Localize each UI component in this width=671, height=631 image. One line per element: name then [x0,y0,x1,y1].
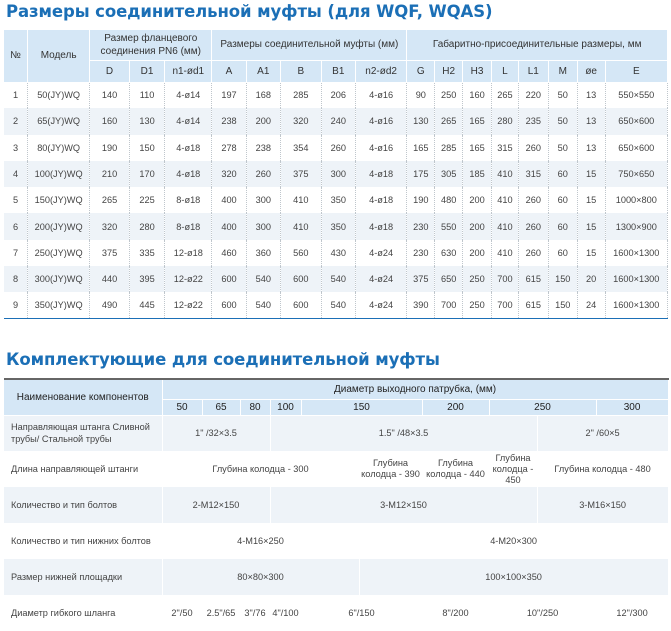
table-row [4,135,668,161]
subheader-cell: G [407,60,435,82]
model-name: 150(JY)WQ [28,187,90,213]
cell-value: 280 [492,108,519,134]
cell-value: 700 [492,292,519,318]
cell-value: 235 [518,108,548,134]
section-title-dimensions: Размеры соединительной муфты (для WQF, WQAS) [6,2,493,21]
cell-value: 305 [435,161,463,187]
subheader-cell: D1 [129,60,164,82]
cell-value: 4-ø16 [355,135,406,161]
cell-value: 630 [435,240,463,266]
header-component-name: Наименование компонентов [4,379,162,415]
cell-value: 315 [492,135,519,161]
component-name: Диаметр гибкого шланга [4,595,162,631]
dimensions-table [4,30,668,319]
cell-value: 3"/76 [240,595,270,631]
cell-value: 130 [129,108,164,134]
cell-value: 15 [577,161,605,187]
cell-value: 265 [90,187,130,213]
cell-value: Глубина колодца - 300 [162,451,359,487]
row-number: 4 [4,161,28,187]
model-name: 300(JY)WQ [28,266,90,292]
cell-value: 260 [518,135,548,161]
cell-value: 410 [280,213,321,239]
cell-value: 6"/150 [301,595,422,631]
cell-value: 250 [463,292,492,318]
cell-value: 4-ø18 [165,135,212,161]
cell-value: 265 [435,108,463,134]
model-name: 200(JY)WQ [28,213,90,239]
header-num: № [4,30,28,82]
cell-value: 225 [129,187,164,213]
subheader-cell: L [492,60,519,82]
subheader-cell: E [605,60,667,82]
cell-value: 315 [518,161,548,187]
cell-value: 320 [212,161,246,187]
cell-value: 10"/250 [489,595,596,631]
cell-value: 8"/200 [422,595,489,631]
diameter-100: 100 [270,399,301,415]
cell-value: 395 [129,266,164,292]
cell-value: 60 [548,213,577,239]
cell-value: 130 [407,108,435,134]
cell-value: 3-M12×150 [270,487,537,523]
cell-value: 480 [435,187,463,213]
cell-value: 238 [212,108,246,134]
cell-value: 750×650 [605,161,667,187]
cell-value: 390 [407,292,435,318]
cell-value: 4-ø24 [355,266,406,292]
subheader-cell: A1 [246,60,280,82]
cell-value: 260 [518,213,548,239]
cell-value: 4-ø24 [355,240,406,266]
component-name: Количество и тип нижних болтов [4,523,162,559]
cell-value: 375 [280,161,321,187]
cell-value: 60 [548,187,577,213]
accessories-table [4,378,669,631]
cell-value: 150 [129,135,164,161]
subheader-cell: D [90,60,130,82]
cell-value: 4-ø18 [355,161,406,187]
cell-value: 260 [321,135,355,161]
cell-value: 1600×1300 [605,292,667,318]
cell-value: 4-M16×250 [162,523,359,559]
cell-value: 350 [321,213,355,239]
cell-value: 2-M12×150 [162,487,270,523]
cell-value: 320 [90,213,130,239]
cell-value: 4-ø18 [355,213,406,239]
cell-value: 335 [129,240,164,266]
cell-value: 410 [492,161,519,187]
cell-value: Глубина колодца - 450 [489,451,537,487]
cell-value: 550×550 [605,82,667,108]
cell-value: 350 [321,187,355,213]
cell-value: 600 [212,266,246,292]
row-number: 2 [4,108,28,134]
model-name: 250(JY)WQ [28,240,90,266]
cell-value: 2.5"/65 [202,595,240,631]
cell-value: 4"/100 [270,595,301,631]
row-hose [4,595,668,631]
cell-value: 540 [246,266,280,292]
cell-value: 360 [246,240,280,266]
cell-value: 260 [246,161,280,187]
cell-value: 200 [246,108,280,134]
cell-value: 210 [90,161,130,187]
row-number: 1 [4,82,28,108]
subheader-cell: A [212,60,246,82]
cell-value: 230 [407,213,435,239]
cell-value: 410 [280,187,321,213]
cell-value: 375 [407,266,435,292]
cell-value: 540 [246,292,280,318]
component-name: Размер нижней площадки [4,559,162,595]
header-coupling: Размеры соединительной муфты (мм) [212,30,407,60]
cell-value: 175 [407,161,435,187]
subheader-cell: L1 [518,60,548,82]
cell-value: 265 [492,82,519,108]
cell-value: 12-ø22 [165,266,212,292]
subheader-cell: H3 [463,60,492,82]
cell-value: 250 [463,266,492,292]
cell-value: 300 [246,187,280,213]
row-number: 3 [4,135,28,161]
model-name: 80(JY)WQ [28,135,90,161]
cell-value: 238 [246,135,280,161]
row-number: 8 [4,266,28,292]
cell-value: 4-ø16 [355,108,406,134]
cell-value: 540 [321,292,355,318]
cell-value: 260 [518,240,548,266]
row-guide-rod [4,415,668,451]
row-platform [4,559,668,595]
cell-value: 650×600 [605,135,667,161]
cell-value: 600 [280,292,321,318]
cell-value: 600 [280,266,321,292]
cell-value: 110 [129,82,164,108]
cell-value: 140 [90,82,130,108]
cell-value: 12-ø18 [165,240,212,266]
component-name: Количество и тип болтов [4,487,162,523]
cell-value: 206 [321,82,355,108]
subheader-cell: B1 [321,60,355,82]
diameter-200: 200 [422,399,489,415]
cell-value: 190 [407,187,435,213]
cell-value: 400 [212,187,246,213]
table-row [4,266,668,292]
table-row [4,82,668,108]
cell-value: 1" /32×3.5 [162,415,270,451]
cell-value: 160 [463,82,492,108]
diameter-150: 150 [301,399,422,415]
cell-value: 240 [321,108,355,134]
row-bolts [4,487,668,523]
cell-value: 700 [435,292,463,318]
subheader-cell: øe [577,60,605,82]
table-row [4,187,668,213]
cell-value: 3-M16×150 [537,487,668,523]
subheader-cell: B [280,60,321,82]
cell-value: 170 [129,161,164,187]
cell-value: 13 [577,135,605,161]
cell-value: 300 [321,161,355,187]
cell-value: 285 [435,135,463,161]
cell-value: 615 [518,266,548,292]
row-number: 6 [4,213,28,239]
cell-value: 150 [548,266,577,292]
cell-value: 12-ø22 [165,292,212,318]
model-name: 50(JY)WQ [28,82,90,108]
diameter-65: 65 [202,399,240,415]
cell-value: 1000×800 [605,187,667,213]
subheader-cell: n1-ød1 [165,60,212,82]
cell-value: 460 [212,240,246,266]
cell-value: 168 [246,82,280,108]
cell-value: 185 [463,161,492,187]
cell-value: 197 [212,82,246,108]
model-name: 65(JY)WQ [28,108,90,134]
component-name: Длина направляющей штанги [4,451,162,487]
cell-value: 4-M20×300 [359,523,668,559]
cell-value: 250 [435,82,463,108]
subheader-cell: H2 [435,60,463,82]
cell-value: 1600×1300 [605,240,667,266]
cell-value: 200 [463,213,492,239]
cell-value: 90 [407,82,435,108]
cell-value: 410 [492,187,519,213]
cell-value: 320 [280,108,321,134]
table-row [4,213,668,239]
cell-value: 15 [577,213,605,239]
cell-value: 4-ø14 [165,108,212,134]
cell-value: 410 [492,240,519,266]
cell-value: 15 [577,240,605,266]
cell-value: 4-ø14 [165,82,212,108]
diameter-300: 300 [596,399,668,415]
row-rod-length [4,451,668,487]
row-lower-bolts [4,523,668,559]
cell-value: 190 [90,135,130,161]
header-model: Модель [28,30,90,82]
cell-value: 600 [212,292,246,318]
cell-value: 430 [321,240,355,266]
cell-value: 8-ø18 [165,187,212,213]
cell-value: 2" /60×5 [537,415,668,451]
cell-value: 13 [577,108,605,134]
cell-value: 50 [548,82,577,108]
cell-value: 490 [90,292,130,318]
model-name: 100(JY)WQ [28,161,90,187]
cell-value: 13 [577,82,605,108]
subheader-cell: n2-ød2 [355,60,406,82]
cell-value: 160 [90,108,130,134]
section-title-accessories: Комплектующие для соединительной муфты [6,350,440,369]
row-number: 5 [4,187,28,213]
cell-value: 354 [280,135,321,161]
cell-value: 60 [548,240,577,266]
cell-value: 375 [90,240,130,266]
cell-value: 400 [212,213,246,239]
header-flange: Размер фланцевого соединения PN6 (мм) [90,30,212,60]
table-row [4,108,668,134]
row-number: 9 [4,292,28,318]
cell-value: 200 [463,240,492,266]
cell-value: 285 [280,82,321,108]
cell-value: 60 [548,161,577,187]
cell-value: Глубина колодца - 390 [359,451,422,487]
cell-value: 440 [90,266,130,292]
cell-value: 8-ø18 [165,213,212,239]
cell-value: 24 [577,292,605,318]
cell-value: 150 [548,292,577,318]
cell-value: 445 [129,292,164,318]
cell-value: 4-ø16 [355,82,406,108]
cell-value: 15 [577,187,605,213]
cell-value: 4-ø18 [355,187,406,213]
cell-value: 2"/50 [162,595,202,631]
row-number: 7 [4,240,28,266]
cell-value: 50 [548,135,577,161]
cell-value: 20 [577,266,605,292]
cell-value: 300 [246,213,280,239]
cell-value: 540 [321,266,355,292]
diameter-80: 80 [240,399,270,415]
cell-value: 165 [463,135,492,161]
diameter-250: 250 [489,399,596,415]
header-outlet-diameter: Диаметр выходного патрубка, (мм) [162,379,668,399]
cell-value: 280 [129,213,164,239]
cell-value: 1600×1300 [605,266,667,292]
cell-value: 260 [518,187,548,213]
component-name: Направляющая штанга Сливной трубы/ Стальной трубы [4,415,162,451]
table-row [4,161,668,187]
table-row [4,240,668,266]
cell-value: 50 [548,108,577,134]
cell-value: 1300×900 [605,213,667,239]
cell-value: 165 [407,135,435,161]
cell-value: 4-ø18 [165,161,212,187]
cell-value: 560 [280,240,321,266]
cell-value: 650×600 [605,108,667,134]
cell-value: 615 [518,292,548,318]
diameter-50: 50 [162,399,202,415]
cell-value: 165 [463,108,492,134]
cell-value: Глубина колодца - 440 [422,451,489,487]
cell-value: Глубина колодца - 480 [537,451,668,487]
cell-value: 80×80×300 [162,559,359,595]
cell-value: 230 [407,240,435,266]
cell-value: 100×100×350 [359,559,668,595]
cell-value: 200 [463,187,492,213]
cell-value: 550 [435,213,463,239]
cell-value: 650 [435,266,463,292]
cell-value: 4-ø24 [355,292,406,318]
cell-value: 410 [492,213,519,239]
header-overall: Габаритно-присоединительные размеры, мм [407,30,668,60]
model-name: 350(JY)WQ [28,292,90,318]
cell-value: 1.5" /48×3.5 [270,415,537,451]
cell-value: 12"/300 [596,595,668,631]
subheader-cell: M [548,60,577,82]
table-row [4,292,668,318]
cell-value: 220 [518,82,548,108]
cell-value: 278 [212,135,246,161]
cell-value: 700 [492,266,519,292]
